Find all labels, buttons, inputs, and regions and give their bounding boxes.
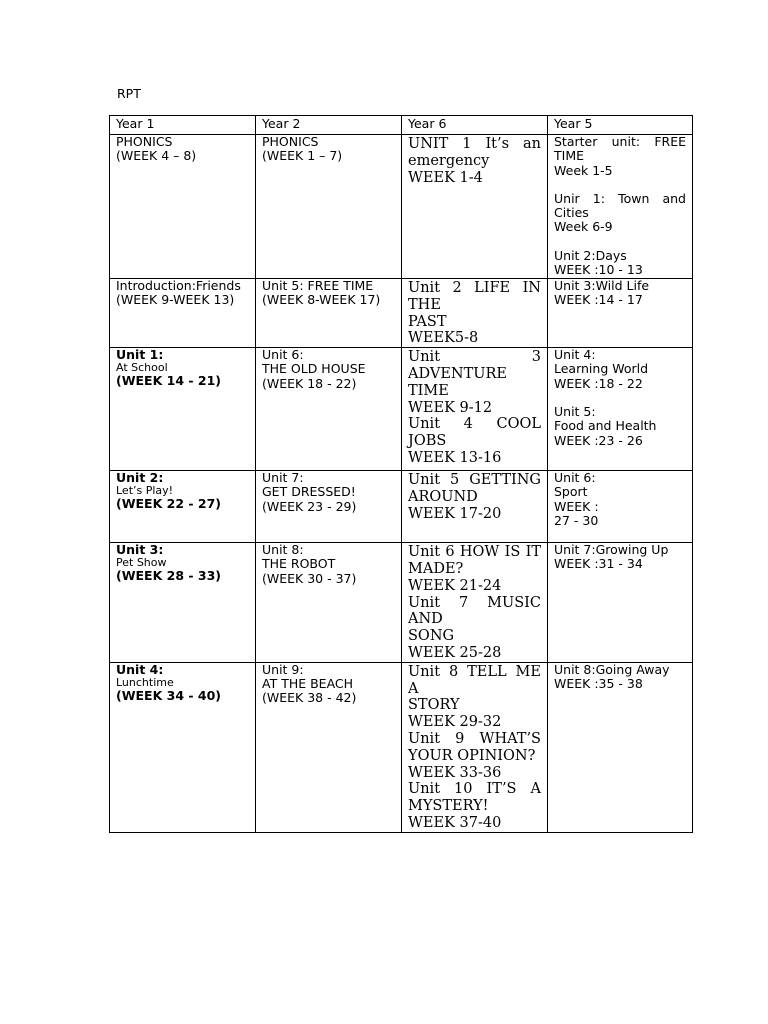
cell-line: (WEEK 4 – 8) (116, 148, 197, 164)
header-row (110, 116, 693, 135)
cell-line: WEEK 33-36 (408, 764, 502, 781)
cell-line: (WEEK 8-WEEK 17) (262, 292, 381, 308)
cell-line: STORY (408, 697, 460, 714)
cell-line: Learning World (554, 361, 649, 377)
cell-line: WEEK :10 - 13 (554, 262, 643, 278)
cell-line: Unir 1: Town and (554, 190, 686, 206)
cell-line: Unit 4: (554, 347, 596, 363)
cell-line: WEEK 9-12 (408, 399, 493, 416)
cell-line: WEEK 37-40 (408, 814, 502, 831)
cell-line: Unit 7: (262, 470, 304, 486)
cell-line: Unit 2 LIFE IN THE (408, 280, 541, 313)
year6-cell (402, 471, 548, 543)
year6-cell (402, 662, 548, 832)
unit-heading: Unit 3: (116, 542, 164, 558)
year5-cell (548, 348, 693, 471)
cell-line: Sport (554, 484, 588, 500)
table-row (110, 348, 693, 471)
table-row (110, 135, 693, 279)
year1-cell (110, 135, 256, 279)
cell-line: PAST (408, 313, 447, 330)
year6-cell (402, 279, 548, 348)
scheme-of-work-table (109, 115, 693, 833)
cell-line: WEEK 1-4 (408, 169, 483, 186)
header-year-1: Year 1 (110, 116, 256, 135)
cell-line: AT THE BEACH (262, 676, 354, 692)
cell-line: WEEK 13-16 (408, 449, 502, 466)
cell-line: MYSTERY! (408, 798, 489, 815)
header-year-5: Year 5 (548, 116, 693, 135)
cell-line: WEEK :18 - 22 (554, 375, 643, 391)
unit-heading: Unit 4: (116, 661, 164, 677)
year1-cell (110, 543, 256, 663)
unit-weeks: (WEEK 34 - 40) (116, 688, 222, 704)
year2-cell (256, 471, 402, 543)
cell-line: Unit 8 TELL ME A (408, 663, 541, 697)
cell-line: (WEEK 38 - 42) (262, 690, 357, 706)
cell-line: GET DRESSED! (262, 484, 356, 500)
year6-cell (402, 348, 548, 471)
year1-cell (110, 662, 256, 832)
year6-cell (402, 543, 548, 663)
unit-title: Let’s Play! (116, 484, 174, 498)
cell-line: Unit 8: (262, 542, 304, 558)
table-row (110, 471, 693, 543)
cell-line: TIME (408, 382, 449, 399)
cell-line: Unit 5: FREE TIME (262, 278, 374, 293)
table-row (110, 279, 693, 348)
unit-title: Pet Show (116, 556, 167, 570)
cell-line: Unit 9 WHAT’S (408, 730, 541, 747)
cell-line: WEEK :23 - 26 (554, 432, 643, 448)
cell-line: Unit 2:Days (554, 247, 627, 263)
year2-cell (256, 662, 402, 832)
unit-heading: Unit 1: (116, 347, 164, 363)
year1-cell (110, 471, 256, 543)
cell-line: Unit 4 COOL JOBS (408, 416, 541, 450)
cell-line: Introduction:Friends (116, 278, 241, 293)
cell-line: WEEK 29-32 (408, 714, 502, 731)
table-row (110, 662, 693, 832)
cell-line: THE ROBOT (262, 556, 336, 572)
cell-line: Unit 5 GETTING (408, 472, 541, 489)
cell-line: Unit 6 HOW IS IT (408, 544, 541, 561)
cell-line: (WEEK 30 - 37) (262, 570, 357, 586)
cell-line: Unit 5: (554, 404, 596, 420)
cell-line: WEEK :35 - 38 (554, 676, 643, 692)
cell-line: WEEK :31 - 34 (554, 556, 643, 572)
cell-line: Food and Health (554, 418, 657, 434)
unit-title: Lunchtime (116, 676, 174, 690)
cell-line: SONG (408, 628, 455, 645)
cell-line: THE OLD HOUSE (262, 361, 366, 377)
cell-line: (WEEK 23 - 29) (262, 498, 357, 514)
year5-cell (548, 471, 693, 543)
year2-cell (256, 279, 402, 348)
cell-line: Unit 10 IT’S A (408, 781, 541, 798)
cell-line: (WEEK 18 - 22) (262, 375, 357, 391)
cell-line: Unit 7:Growing Up (554, 542, 669, 558)
cell-line: Unit 7 MUSIC AND (408, 594, 541, 628)
cell-line: ADVENTURE (408, 365, 507, 382)
cell-line: TIME (554, 148, 585, 164)
cell-line: WEEK : (554, 498, 599, 514)
unit-weeks: (WEEK 22 - 27) (116, 496, 222, 512)
year1-cell (110, 279, 256, 348)
header-year-2: Year 2 (256, 116, 402, 135)
unit-title: At School (116, 361, 168, 375)
cell-line: WEEK 17-20 (408, 505, 502, 522)
cell-line: MADE? (408, 560, 464, 577)
unit-weeks: (WEEK 28 - 33) (116, 568, 222, 584)
cell-line: Week 1-5 (554, 162, 613, 178)
cell-line: PHONICS (262, 134, 319, 149)
cell-line: UNIT 1 It’s an (408, 136, 541, 152)
year1-cell (110, 348, 256, 471)
unit-weeks: (WEEK 14 - 21) (116, 373, 222, 389)
cell-line: (WEEK 9-WEEK 13) (116, 292, 235, 308)
year2-cell (256, 135, 402, 279)
cell-line: Week 6-9 (554, 219, 613, 235)
cell-line: AROUND (408, 488, 478, 505)
cell-line: YOUR OPINION? (408, 747, 536, 764)
header-year-6: Year 6 (402, 116, 548, 135)
cell-line: Unit 8:Going Away (554, 661, 670, 677)
table-row (110, 543, 693, 663)
year6-cell (402, 135, 548, 279)
cell-line: Unit 6: (262, 347, 304, 363)
cell-line: 27 - 30 (554, 513, 599, 529)
cell-line: Unit 3 (408, 349, 541, 366)
cell-line: Unit 3:Wild Life (554, 278, 650, 293)
year2-cell (256, 543, 402, 663)
year5-cell (548, 662, 693, 832)
cell-line: (WEEK 1 – 7) (262, 148, 343, 164)
year5-cell (548, 279, 693, 348)
cell-line: WEEK 21-24 (408, 577, 502, 594)
year5-cell (548, 543, 693, 663)
unit-heading: Unit 2: (116, 470, 164, 486)
year2-cell (256, 348, 402, 471)
cell-line: emergency (408, 152, 490, 169)
year5-cell (548, 135, 693, 279)
cell-line: PHONICS (116, 134, 173, 149)
cell-line: WEEK5-8 (408, 330, 479, 347)
cell-line: Cities (554, 205, 589, 221)
cell-line: WEEK :14 - 17 (554, 292, 643, 308)
document-title: RPT (117, 86, 141, 101)
cell-line: Unit 9: (262, 661, 304, 677)
cell-line: Starter unit: FREE (554, 134, 686, 149)
cell-line: WEEK 25-28 (408, 644, 502, 661)
cell-line: Unit 6: (554, 470, 596, 486)
